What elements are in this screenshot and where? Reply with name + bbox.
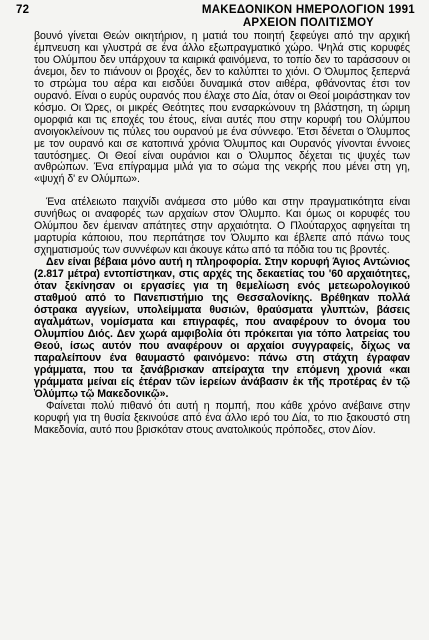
body-text bbox=[34, 31, 410, 436]
paragraph: Δεν είναι βέβαια μόνο αυτή η πληροφορία. Στην κορυφή Άγιος Αντώνιος (2.817 μέτρα) εντοπίστηκαν, στις αρχές της δεκαετίας του '60 αρχαιότητες, όταν ξεκίνησαν οι εργασίες για τη θεμελίωση ενός μετεωρολογικού σταθμού από το Πανεπιστήμιο της Θεσσαλονίκης. Βρέθηκαν πολλά όστρακα αγγείων, υπολείμματα θυσιών, θραύσματα γλυπτών, βάσεις αγαλμάτων, νομίσματα και επιγραφές, που αναφέρουν το όνομα του Ολυμπίου Διός. Δεν χωρά αμφιβολία ότι πρόκειται για τόπο λατρείας του Θεού, ίσως αυτόν που αναφέρουν οι αρχαίοι συγγραφείς, δίχως να παραλείπουν ένα θαυμαστό φαινόμενο: πάνω στη στάχτη έγραφαν γράμματα, που τα ξανάβρισκαν απείραχτα την επόμενη χρονιά «και γράμματα μείναι είς έτέραν τῶν ἱερείων ἀνάβασιν ἐκ τῆς προτέρας ἐν τῷ Ὀλύμπῳ τῷ Μακεδονικῷ». bbox=[34, 256, 410, 400]
page-number: 72 bbox=[16, 4, 30, 16]
running-title-line-2: ΑΡΧΕΙΟΝ ΠΟΛΙΤΙΣΜΟΥ bbox=[242, 17, 374, 29]
running-title-line-1: ΜΑΚΕΔΟΝΙΚΟΝ ΗΜΕΡΟΛΟΓΙΟΝ 1991 bbox=[201, 4, 415, 16]
paragraph: Ένα ατέλειωτο παιχνίδι ανάμεσα στο μύθο και στην πραγματικότητα είναι συνήθως οι αναφορές των αρχαίων στον Όλυμπο. Και όμως οι κορυφές του Ολύμπου δεν έμειναν απάτητες στην αρχαιότητα. Ο Πλούταρχος αφηγείται τη μαρτυρία κάποιου, που περπάτησε τον Όλυμπο και έβλεπε από πάνω τους σχηματισμούς των συννέφων και άκουγε κάτω από τα πόδια του τις βροντές. bbox=[34, 196, 410, 257]
paragraph: Φαίνεται πολύ πιθανό ότι αυτή η πομπή, που κάθε χρόνο ανέβαινε στην κορυφή για τη θυσία ξεκινούσε από ένα άλλο ιερό του Δία, το πιο ξακουστό στη Μακεδονία, αυτό που βρισκόταν στους ανατολικούς πρόποδες, στον Δίον. bbox=[34, 399, 410, 436]
running-title bbox=[202, 4, 415, 30]
paragraph: βουνό γίνεται Θεών οικητήριον, η ματιά του ποιητή ξεφεύγει από την αρχική έμπνευση και γλυστρά σε ένα άλλο εξωπραγματικό χώρο. Ψηλά στις κορυφές του Ολύμπου δεν υπάρχουν τα καιρικά φαινόμενα, το τοπίο δεν το ταράσσουν οι άνεμοι, δεν το πιάνουν οι βροχές, δεν το καλύπτει το χιόνι. Ο Όλυμπος ξεπερνά το στρώμα του αέρα και εισδύει δυναμικά στον αιθέρα, φθάνοντας έτσι τον ουρανό. Είναι ο ευρύς ουρανός που έλαχε στο Δία, όταν οι Θεοί μοιράστηκαν τον κόσμο. Οι Ώρες, οι μικρές Θεότητες που ενσαρκώνουν τη βλάστηση, τη ώριμη ομορφιά και τις εποχές του έτους, είναι αυτές που στην κορυφή του Ολύμπου ανοιγοκλείνουν τις πύλες του ουρανού με ένα σύννεφο. Έτσι δένεται ο Όλυμπος με τον ουρανό και σε κατοπινά χρόνια Όλυμπος και Ουρανός γίνονται έννοιες ταυτόσημες. Οι Θεοί είναι ουράνιοι και ο Όλυμπος δέχεται τις ψυχές των ανθρώπων. Ένα επίγραμμα μιλά για το σώμα της νεκρής που μένει στη γη, «ψυχή δ' εν Ολύμπω». bbox=[34, 30, 410, 186]
